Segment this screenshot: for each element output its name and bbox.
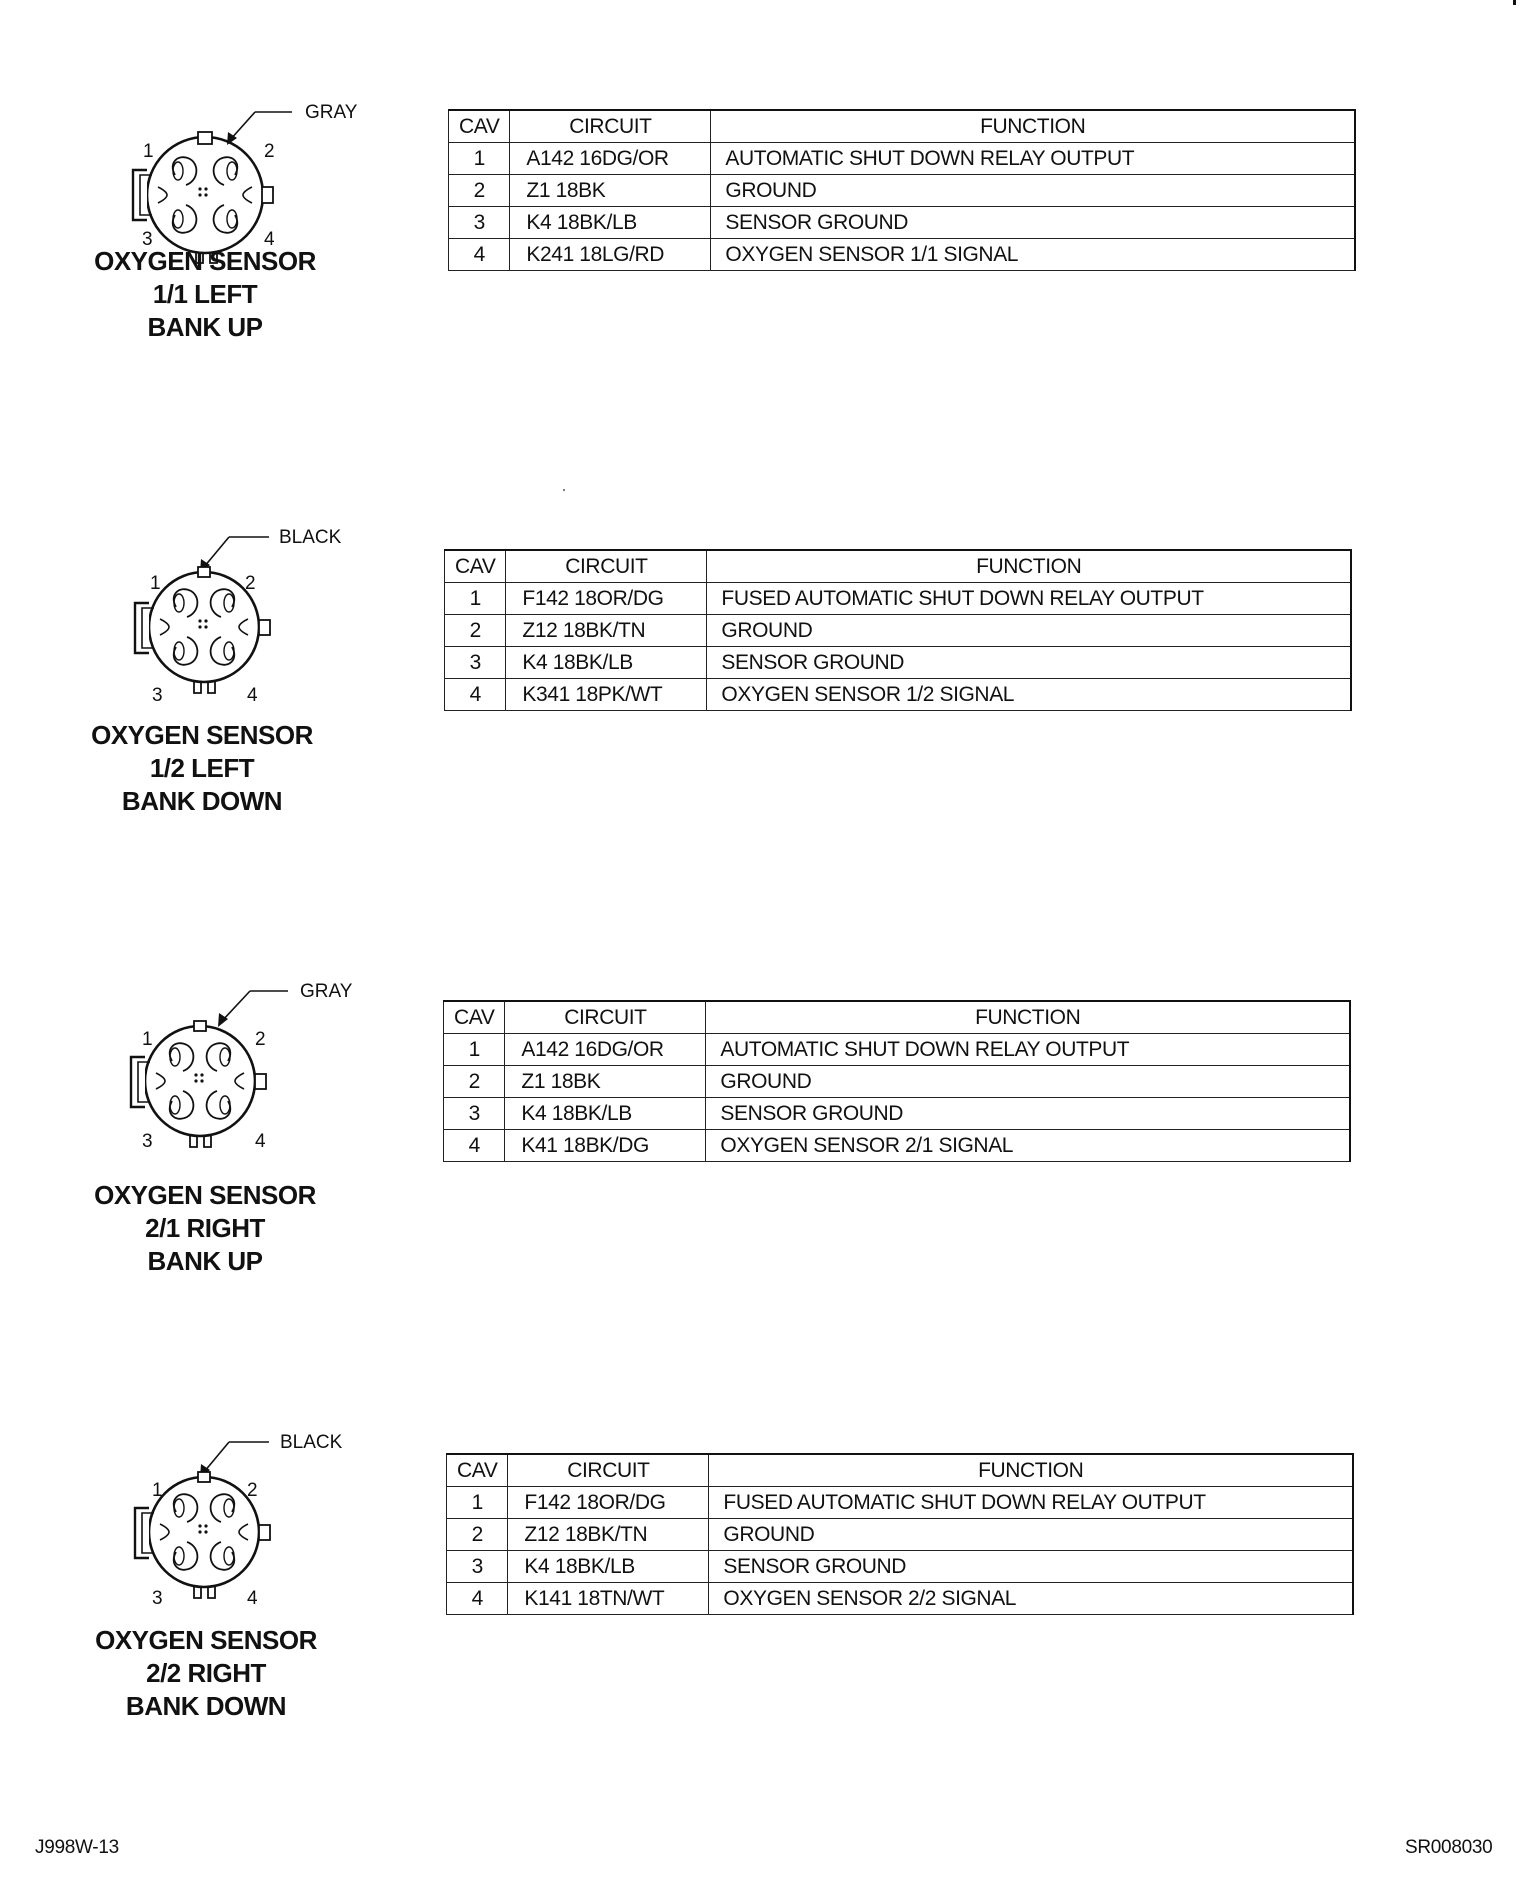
circuit-cell: K4 18BK/LB bbox=[510, 207, 711, 239]
column-header-function: FUNCTION bbox=[709, 1454, 1353, 1487]
connector-block-1 bbox=[0, 45, 1520, 485]
table-row bbox=[445, 583, 1352, 615]
table-row bbox=[447, 1551, 1354, 1583]
table-row bbox=[449, 175, 1356, 207]
circuit-cell: K141 18TN/WT bbox=[508, 1583, 709, 1615]
pinout-table bbox=[443, 1000, 1351, 1162]
title-line: BANK UP bbox=[147, 1246, 263, 1276]
cav-cell: 3 bbox=[445, 647, 506, 679]
table-row bbox=[449, 239, 1356, 271]
connector-title bbox=[60, 245, 350, 344]
pin-label: 4 bbox=[255, 1131, 266, 1152]
pin-label: 2 bbox=[245, 573, 256, 594]
circuit-cell: Z1 18BK bbox=[505, 1066, 706, 1098]
table-header-row bbox=[447, 1454, 1354, 1487]
function-cell: FUSED AUTOMATIC SHUT DOWN RELAY OUTPUT bbox=[709, 1487, 1353, 1519]
cav-cell: 1 bbox=[449, 143, 510, 175]
circuit-cell: K41 18BK/DG bbox=[505, 1130, 706, 1162]
wire-color-label: BLACK bbox=[279, 527, 342, 548]
cav-cell: 2 bbox=[444, 1066, 505, 1098]
title-line: 2/1 RIGHT bbox=[145, 1213, 265, 1243]
pin-label: 4 bbox=[247, 685, 258, 706]
function-cell: GROUND bbox=[709, 1519, 1353, 1551]
connector-face-4-icon bbox=[104, 1420, 384, 1620]
circuit-cell: K4 18BK/LB bbox=[508, 1551, 709, 1583]
cav-cell: 2 bbox=[447, 1519, 508, 1551]
pin-label: 2 bbox=[255, 1029, 266, 1050]
table-row bbox=[447, 1519, 1354, 1551]
function-cell: OXYGEN SENSOR 1/2 SIGNAL bbox=[707, 679, 1351, 711]
function-cell: SENSOR GROUND bbox=[706, 1098, 1350, 1130]
pin-label: 1 bbox=[142, 1029, 153, 1050]
pin-label: 2 bbox=[264, 141, 275, 162]
title-line: BANK DOWN bbox=[125, 1691, 287, 1721]
title-line: 1/2 LEFT bbox=[149, 753, 255, 783]
pin-label: 3 bbox=[152, 685, 163, 706]
pin-label: 4 bbox=[247, 1588, 258, 1609]
function-cell: SENSOR GROUND bbox=[707, 647, 1351, 679]
table-row bbox=[444, 1098, 1351, 1130]
cav-cell: 1 bbox=[444, 1034, 505, 1066]
pin-label: 3 bbox=[142, 1131, 153, 1152]
function-cell: OXYGEN SENSOR 2/2 SIGNAL bbox=[709, 1583, 1353, 1615]
circuit-cell: K241 18LG/RD bbox=[510, 239, 711, 271]
table-header-row bbox=[445, 550, 1352, 583]
function-cell: OXYGEN SENSOR 2/1 SIGNAL bbox=[706, 1130, 1350, 1162]
circuit-cell: K4 18BK/LB bbox=[505, 1098, 706, 1130]
connector-diagram-2 bbox=[104, 515, 384, 715]
column-header-cav: CAV bbox=[449, 110, 510, 143]
function-cell: GROUND bbox=[707, 615, 1351, 647]
connector-title bbox=[61, 1624, 351, 1723]
function-cell: AUTOMATIC SHUT DOWN RELAY OUTPUT bbox=[706, 1034, 1350, 1066]
column-header-circuit: CIRCUIT bbox=[505, 1001, 706, 1034]
circuit-cell: K341 18PK/WT bbox=[506, 679, 707, 711]
connector-block-4 bbox=[0, 1410, 1520, 1850]
table-row bbox=[447, 1487, 1354, 1519]
function-cell: GROUND bbox=[706, 1066, 1350, 1098]
cav-cell: 4 bbox=[445, 679, 506, 711]
connector-title bbox=[57, 719, 347, 818]
function-cell: SENSOR GROUND bbox=[709, 1551, 1353, 1583]
function-cell: SENSOR GROUND bbox=[711, 207, 1355, 239]
circuit-cell: A142 16DG/OR bbox=[505, 1034, 706, 1066]
connector-diagram-4 bbox=[104, 1420, 384, 1620]
figure-id-right: SR008030 bbox=[1405, 1837, 1493, 1858]
table-header-row bbox=[449, 110, 1356, 143]
cav-cell: 1 bbox=[445, 583, 506, 615]
column-header-circuit: CIRCUIT bbox=[506, 550, 707, 583]
circuit-cell: F142 18OR/DG bbox=[508, 1487, 709, 1519]
circuit-cell: Z1 18BK bbox=[510, 175, 711, 207]
pin-label: 2 bbox=[247, 1480, 258, 1501]
pinout-table bbox=[446, 1453, 1354, 1615]
connector-diagram-3 bbox=[100, 969, 380, 1169]
wire-color-label: GRAY bbox=[305, 102, 358, 123]
column-header-circuit: CIRCUIT bbox=[508, 1454, 709, 1487]
cav-cell: 4 bbox=[444, 1130, 505, 1162]
pinout-table bbox=[444, 549, 1352, 711]
circuit-cell: F142 18OR/DG bbox=[506, 583, 707, 615]
table-row bbox=[449, 207, 1356, 239]
table-row bbox=[444, 1066, 1351, 1098]
pin-label: 1 bbox=[152, 1480, 163, 1501]
scan-speck bbox=[563, 489, 565, 491]
connector-block-3 bbox=[0, 955, 1520, 1395]
title-line: OXYGEN SENSOR bbox=[95, 1625, 317, 1655]
circuit-cell: A142 16DG/OR bbox=[510, 143, 711, 175]
pin-label: 3 bbox=[152, 1588, 163, 1609]
column-header-function: FUNCTION bbox=[706, 1001, 1350, 1034]
title-line: BANK UP bbox=[147, 312, 263, 342]
cav-cell: 2 bbox=[445, 615, 506, 647]
column-header-cav: CAV bbox=[444, 1001, 505, 1034]
column-header-function: FUNCTION bbox=[711, 110, 1355, 143]
table-row bbox=[449, 143, 1356, 175]
pin-label: 1 bbox=[150, 573, 161, 594]
cav-cell: 4 bbox=[447, 1583, 508, 1615]
cav-cell: 3 bbox=[447, 1551, 508, 1583]
pin-label: 3 bbox=[142, 229, 153, 250]
connector-block-2 bbox=[0, 505, 1520, 945]
function-cell: AUTOMATIC SHUT DOWN RELAY OUTPUT bbox=[711, 143, 1355, 175]
circuit-cell: K4 18BK/LB bbox=[506, 647, 707, 679]
table-header-row bbox=[444, 1001, 1351, 1034]
cav-cell: 2 bbox=[449, 175, 510, 207]
table-row bbox=[447, 1583, 1354, 1615]
cav-cell: 4 bbox=[449, 239, 510, 271]
title-line: OXYGEN SENSOR bbox=[91, 720, 313, 750]
title-line: OXYGEN SENSOR bbox=[94, 246, 316, 276]
wire-color-label: GRAY bbox=[300, 981, 353, 1002]
cav-cell: 3 bbox=[444, 1098, 505, 1130]
cav-cell: 3 bbox=[449, 207, 510, 239]
title-line: 1/1 LEFT bbox=[152, 279, 258, 309]
table-row bbox=[445, 647, 1352, 679]
table-row bbox=[444, 1130, 1351, 1162]
pin-label: 4 bbox=[264, 229, 275, 250]
function-cell: OXYGEN SENSOR 1/1 SIGNAL bbox=[711, 239, 1355, 271]
table-row bbox=[444, 1034, 1351, 1066]
corner-mark bbox=[1513, 0, 1516, 5]
function-cell: GROUND bbox=[711, 175, 1355, 207]
pinout-table bbox=[448, 109, 1356, 271]
column-header-cav: CAV bbox=[445, 550, 506, 583]
circuit-cell: Z12 18BK/TN bbox=[508, 1519, 709, 1551]
connector-title bbox=[60, 1179, 350, 1278]
wire-color-label: BLACK bbox=[280, 1432, 343, 1453]
column-header-function: FUNCTION bbox=[707, 550, 1351, 583]
cav-cell: 1 bbox=[447, 1487, 508, 1519]
title-line: BANK DOWN bbox=[121, 786, 283, 816]
title-line: OXYGEN SENSOR bbox=[94, 1180, 316, 1210]
column-header-cav: CAV bbox=[447, 1454, 508, 1487]
column-header-circuit: CIRCUIT bbox=[510, 110, 711, 143]
figure-id-left: J998W-13 bbox=[35, 1837, 119, 1858]
pin-label: 1 bbox=[143, 141, 154, 162]
table-row bbox=[445, 679, 1352, 711]
connector-face-2-icon bbox=[104, 515, 384, 715]
function-cell: FUSED AUTOMATIC SHUT DOWN RELAY OUTPUT bbox=[707, 583, 1351, 615]
connector-face-3-icon bbox=[100, 969, 380, 1169]
title-line: 2/2 RIGHT bbox=[146, 1658, 266, 1688]
table-row bbox=[445, 615, 1352, 647]
circuit-cell: Z12 18BK/TN bbox=[506, 615, 707, 647]
